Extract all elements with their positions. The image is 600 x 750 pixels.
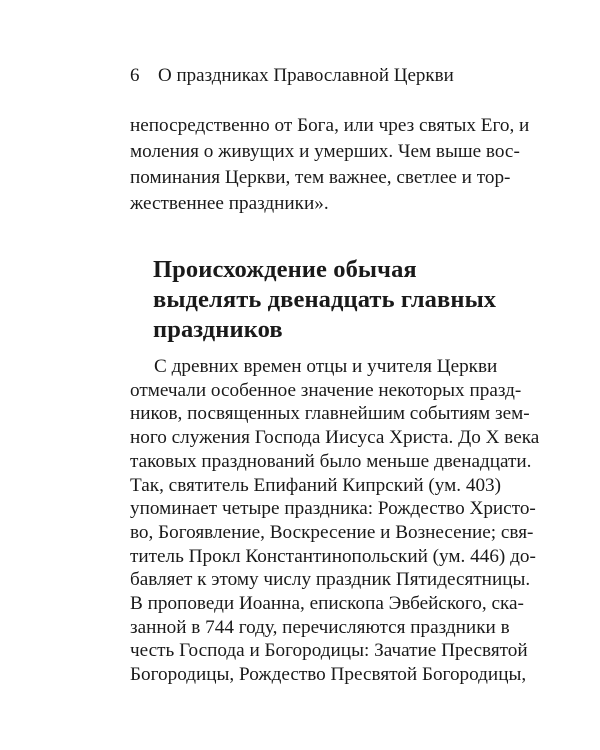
text-line: таковых празднований было меньше двенадцати.: [130, 450, 532, 472]
text-line: ного служения Господа Иисуса Христа. До X века: [130, 427, 540, 449]
text-line: жественнее праздники».: [130, 193, 329, 214]
running-title: О праздниках Православной Церкви: [158, 65, 454, 86]
text-line: титель Прокл Константинопольский (ум. 446) до-: [130, 545, 536, 567]
section-heading: [153, 255, 497, 345]
text-line: отмечали особенное значение некоторых празд-: [130, 379, 522, 401]
text-line: поминания Церкви, тем важнее, светлее и тор-: [130, 167, 511, 188]
text-line: во, Богоявление, Воскресение и Вознесение; свя-: [130, 521, 534, 543]
text-line: Богородицы, Рождество Пресвятой Богородицы,: [130, 664, 527, 686]
heading-line: Происхождение обычая: [153, 256, 417, 283]
text-line: В проповеди Иоанна, епископа Эвбейского, ска-: [130, 593, 524, 615]
heading-line: праздников: [153, 316, 283, 343]
page-number: 6: [130, 65, 140, 86]
text-line: непосредственно от Бога, или чрез святых Его, и: [130, 115, 530, 136]
text-line: бавляет к этому числу праздник Пятидесятницы.: [130, 569, 531, 591]
text-line: занной в 744 году, перечисляются праздники в: [130, 616, 510, 638]
text-line: Так, святитель Епифаний Кипрский (ум. 403): [130, 474, 502, 496]
text-line: моления о живущих и умерших. Чем выше вос-: [130, 141, 520, 162]
intro-paragraph: [130, 113, 530, 217]
body-paragraph: [130, 355, 540, 687]
text-line: ников, посвященных главнейшим событиям зем-: [130, 403, 530, 425]
text-line: С древних времен отцы и учителя Церкви: [154, 356, 498, 377]
running-header: [130, 64, 475, 88]
text-line: упоминает четыре праздника: Рождество Христо-: [130, 498, 536, 520]
heading-line: выделять двенадцать главных: [153, 286, 497, 313]
text-line: честь Господа и Богородицы: Зачатие Пресвятой: [130, 640, 528, 662]
